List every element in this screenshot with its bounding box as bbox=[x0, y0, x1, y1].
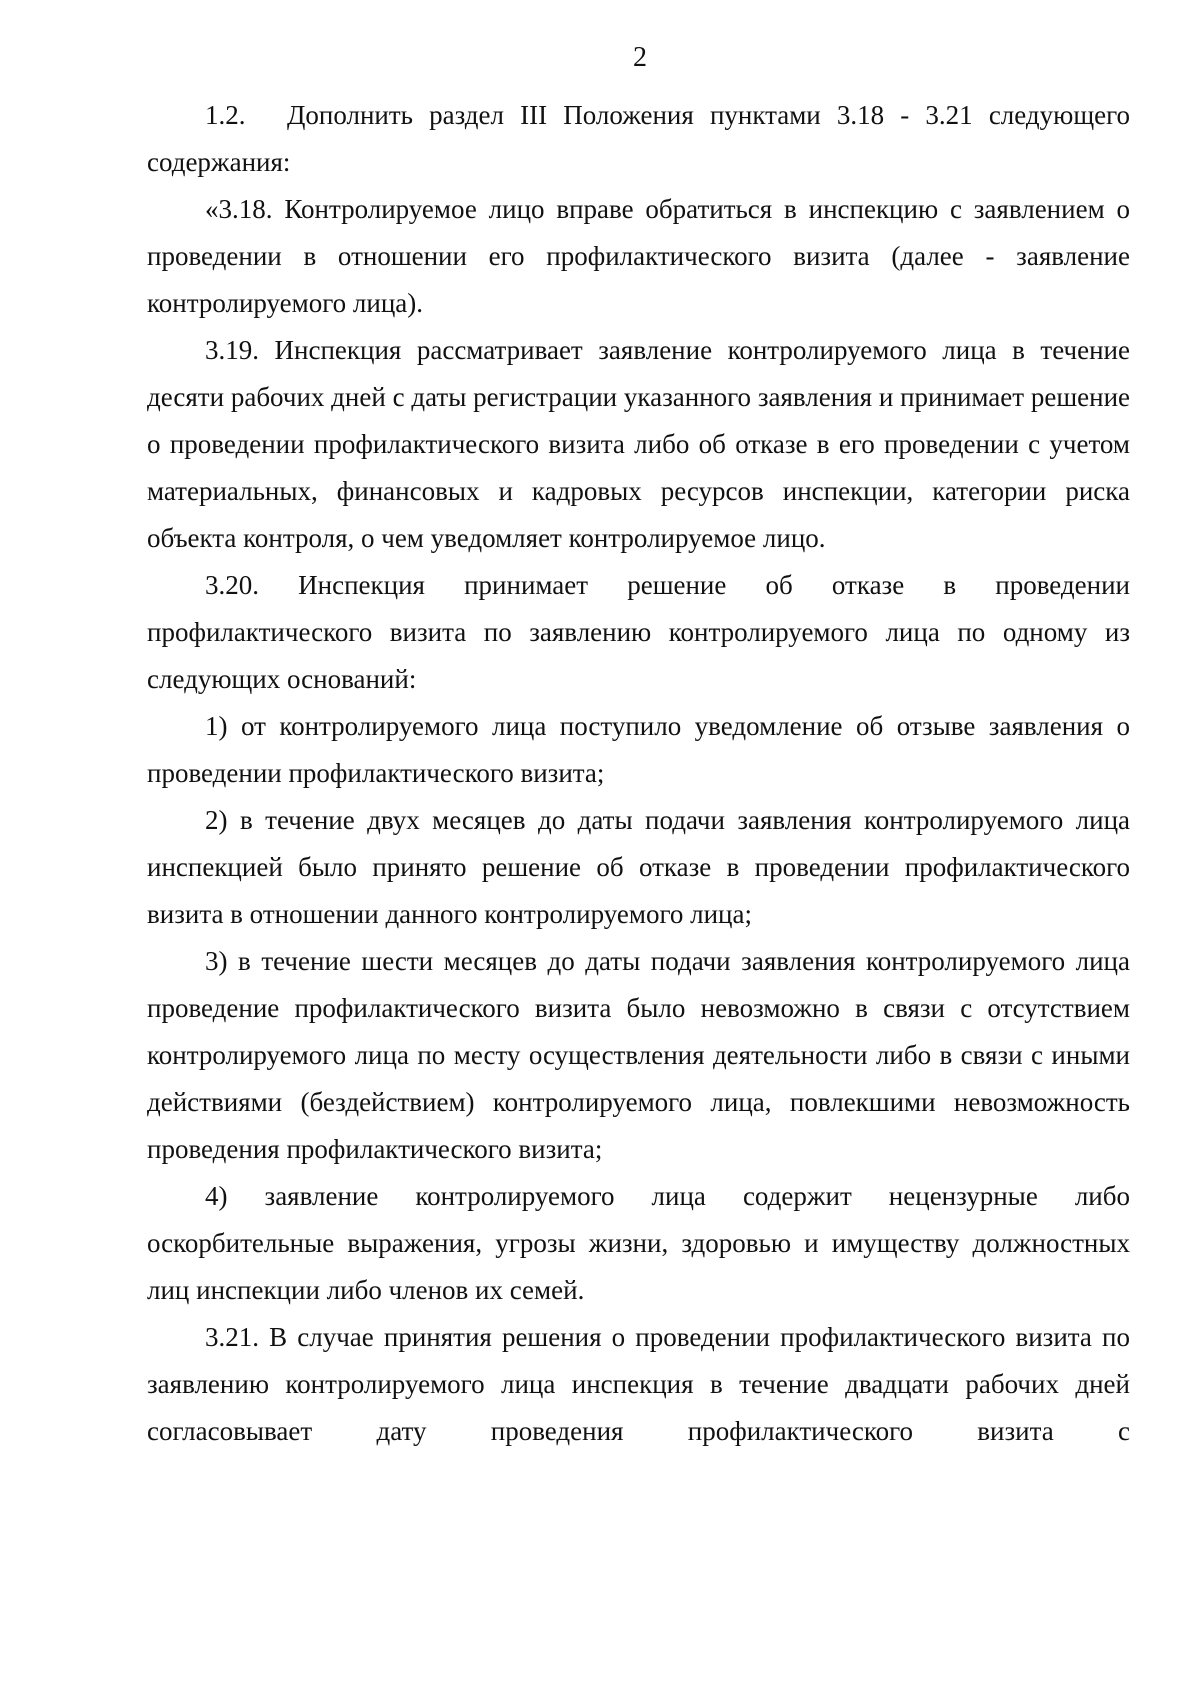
list-item-3: 3) в течение шести месяцев до даты подачи заявления контролируемого лица проведение профилактического визита было невозможно в связи с отсутствием контролируемого лица по месту осуществления деятельности либо в связи с иными действиями (бездействием) контролируемого лица, повлекшими невозможность проведения профилактического визита; bbox=[147, 946, 1130, 1164]
paragraph-3-18: «3.18. Контролируемое лицо вправе обратиться в инспекцию с заявлением о проведении в отношении его профилактического визита (далее - заявление контролируемого лица). bbox=[147, 194, 1130, 318]
paragraph-3-21: 3.21. В случае принятия решения о проведении профилактического визита по заявлению контролируемого лица инспекция в течение двадцати рабочих дней согласовывает дату проведения профилактического визита с bbox=[147, 1322, 1130, 1446]
list-item-2: 2) в течение двух месяцев до даты подачи заявления контролируемого лица инспекцией было принято решение об отказе в проведении профилактического визита в отношении данного контролируемого лица; bbox=[147, 805, 1130, 929]
paragraph-3-20: 3.20. Инспекция принимает решение об отказе в проведении профилактического визита по заявлению контролируемого лица по одному из следующих оснований: bbox=[147, 570, 1130, 694]
paragraph-1-2-text: Дополнить раздел III Положения пунктами 3.18 - 3.21 следующего bbox=[287, 100, 1130, 130]
list-item-1: 1) от контролируемого лица поступило уведомление об отзыве заявления о проведении профилактического визита; bbox=[147, 711, 1130, 788]
document-body bbox=[147, 92, 1130, 1455]
page-number: 2 bbox=[633, 42, 647, 73]
paragraph-1-2-number: 1.2. bbox=[205, 100, 246, 130]
paragraph-1-2-first-line bbox=[147, 92, 1130, 139]
paragraph-1-2-continuation: содержания: bbox=[147, 147, 291, 177]
list-item-4: 4) заявление контролируемого лица содержит нецензурные либо оскорбительные выражения, угрозы жизни, здоровью и имуществу должностных лиц инспекции либо членов их семей. bbox=[147, 1181, 1130, 1305]
paragraph-3-19: 3.19. Инспекция рассматривает заявление контролируемого лица в течение десяти рабочих дней с даты регистрации указанного заявления и принимает решение о проведении профилактического визита либо об отказе в его проведении с учетом материальных, финансовых и кадровых ресурсов инспекции, категории риска объекта контроля, о чем уведомляет контролируемое лицо. bbox=[147, 335, 1130, 553]
